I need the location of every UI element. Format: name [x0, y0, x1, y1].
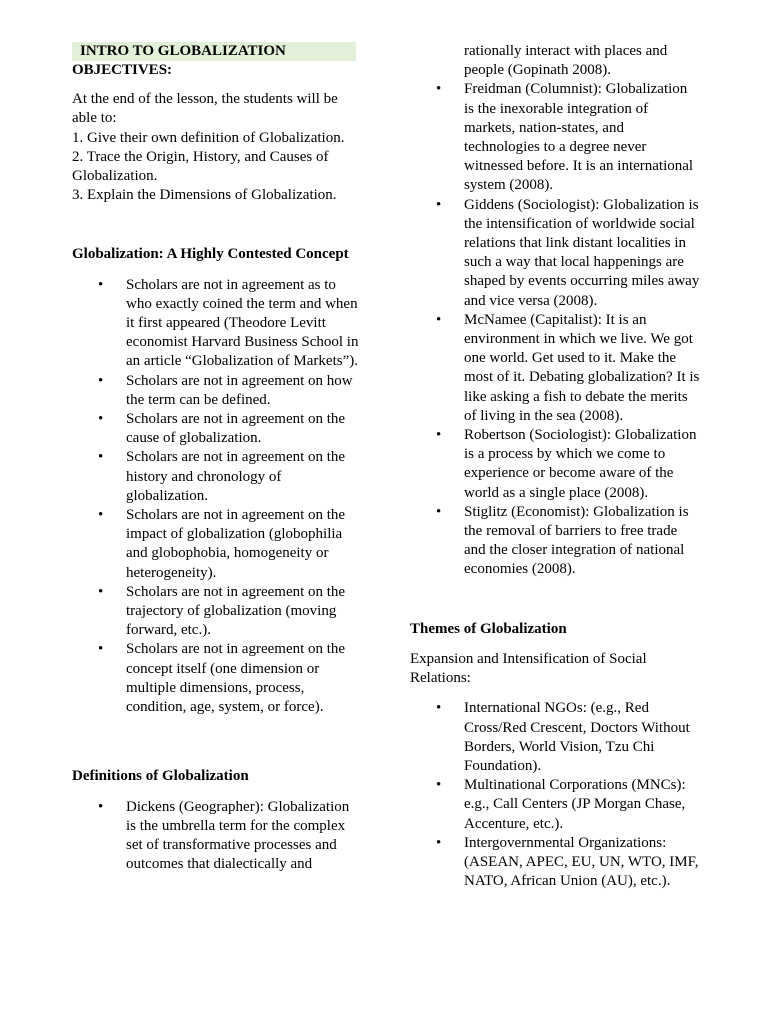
list-item: • Intergovernmental Organizations: (ASEAN, APEC, EU, UN, WTO, IMF, NATO, African Union (AU), etc.). — [410, 834, 700, 892]
themes-subheading: Expansion and Intensification of Social Relations: — [410, 650, 647, 687]
list-item: • Stiglitz (Economist): Globalization is the removal of barriers to free trade and the closer integration of national economies (2008). — [410, 503, 700, 580]
themes-heading: Themes of Globalization — [410, 620, 567, 637]
list-item: • Scholars are not in agreement on how the term can be defined. — [72, 372, 362, 410]
definitions-list-right — [410, 80, 700, 579]
list-item: • Scholars are not in agreement on the cause of globalization. — [72, 410, 362, 448]
list-item: • Giddens (Sociologist): Globalization is the intensification of worldwide social relations that link distant localities in such a way that local happenings are shaped by events occurring miles away and vice versa (2008). — [410, 196, 700, 311]
list-item: • Scholars are not in agreement on the history and chronology of globalization. — [72, 448, 362, 506]
document-title: INTRO TO GLOBALIZATION — [72, 42, 356, 61]
right-column — [410, 42, 700, 891]
list-item: • International NGOs: (e.g., Red Cross/Red Crescent, Doctors Without Borders, World Vision, Tzu Chi Foundation). — [410, 699, 700, 776]
list-item: • Scholars are not in agreement on the impact of globalization (globophilia and globophobia, homogeneity or heterogeneity). — [72, 506, 362, 583]
definition-continuation: rationally interact with places and people (Gopinath 2008). — [464, 43, 668, 79]
list-item: • Freidman (Columnist): Globalization is the inexorable integration of markets, nation-states, and technologies to a degree never witnessed before. It is an international system (2008). — [410, 80, 700, 195]
objectives-intro: At the end of the lesson, the students will be able to: — [72, 91, 338, 127]
themes-list — [410, 699, 700, 891]
objective-item: 2. Trace the Origin, History, and Causes of Globalization. — [72, 148, 329, 185]
left-column — [72, 42, 362, 874]
contested-heading: Globalization: A Highly Contested Concept — [72, 246, 349, 263]
list-item: • McNamee (Capitalist): It is an environment in which we live. We got one world. Get used to it. Make the most of it. Debating globalization? It is like asking a fish to debate the merits of living in the sea (2008). — [410, 311, 700, 426]
list-item: • Scholars are not in agreement on the trajectory of globalization (moving forward, etc.). — [72, 583, 362, 641]
definitions-list-left — [72, 798, 362, 875]
contested-list — [72, 276, 362, 718]
list-item: • Scholars are not in agreement as to who exactly coined the term and when it first appeared (Theodore Levitt economist Harvard Business School in an article “Globalization of Markets”). — [72, 276, 362, 372]
objectives-heading: OBJECTIVES: — [72, 62, 173, 78]
objective-item: 3. Explain the Dimensions of Globalization. — [72, 187, 337, 204]
list-item: • Scholars are not in agreement on the concept itself (one dimension or multiple dimensions, process, condition, age, system, or force). — [72, 640, 362, 717]
list-item: • Dickens (Geographer): Globalization is the umbrella term for the complex set of transformative processes and outcomes that dialectically and — [72, 798, 362, 875]
definitions-heading: Definitions of Globalization — [72, 768, 249, 785]
objective-item: 1. Give their own definition of Globalization. — [72, 129, 345, 146]
list-item: • Robertson (Sociologist): Globalization is a process by which we come to experience or become aware of the world as a single place (2008). — [410, 426, 700, 503]
list-item: • Multinational Corporations (MNCs): e.g., Call Centers (JP Morgan Chase, Accenture, etc.). — [410, 776, 700, 834]
